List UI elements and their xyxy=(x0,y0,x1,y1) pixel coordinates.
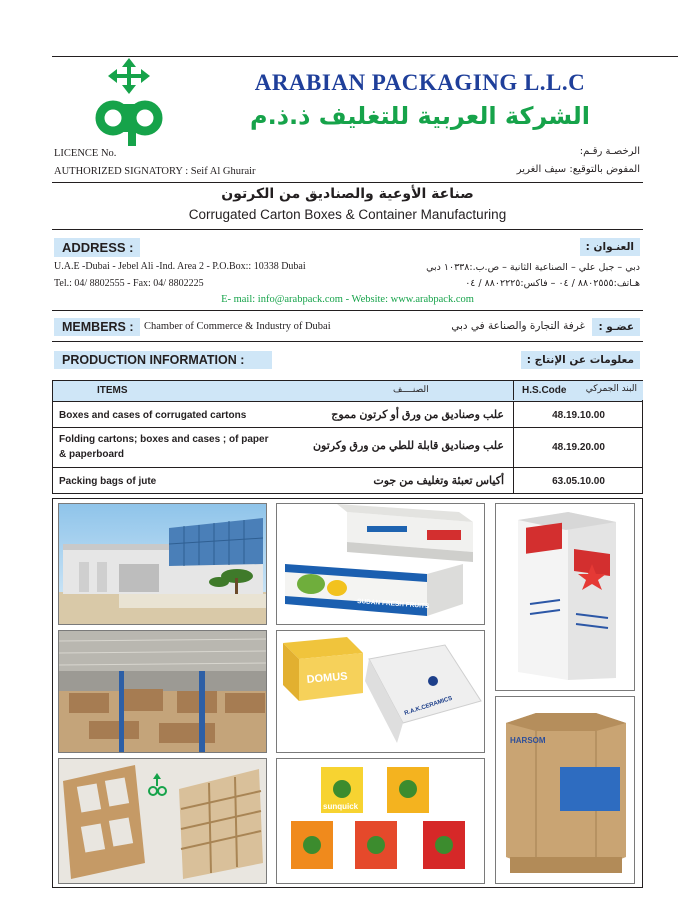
company-name-ar: الشركة العربية للتغليف ذ.ذ.م xyxy=(249,102,591,130)
hscode-header xyxy=(513,381,643,400)
address-line1-ar: دبي – جبل علي – الصناعية الثانية – ص.ب.:١٠٣٣٨ دبي xyxy=(426,262,640,273)
licence-label-en: LICENCE No. xyxy=(54,148,117,159)
pallet-dividers-photo xyxy=(58,758,267,884)
activity-en: Corrugated Carton Boxes & Container Manufacturing xyxy=(188,207,507,222)
address-line2-en: Tel.: 04/ 8802555 - Fax: 04/ 8802225 xyxy=(54,278,204,289)
hscode-header-ar: البند الجمركي xyxy=(585,384,637,394)
items-header: ITEMS xyxy=(97,385,128,396)
members-value-en: Chamber of Commerce & Industry of Dubai xyxy=(144,321,331,332)
row-hscode: 48.19.20.00 xyxy=(513,428,643,467)
production-table xyxy=(52,380,643,494)
top-rule xyxy=(52,56,678,57)
tall-carton-photo xyxy=(495,503,635,691)
licence-label-ar: الرخصـة رقـم: xyxy=(579,146,640,157)
production-label-ar: معلومات عن الإنتاج : xyxy=(521,351,640,369)
row-item-ar: علب وصناديق قابلة للطي من ورق وكرتون xyxy=(312,440,504,452)
signatory-en: AUTHORIZED SIGNATORY : Seif Al Ghurair xyxy=(54,166,256,177)
factory-building-photo xyxy=(58,503,267,625)
company-logo xyxy=(86,58,172,146)
row-item-ar: أكياس تعبئة وتغليف من جوت xyxy=(373,475,504,487)
address-line1-en: U.A.E -Dubai - Jebel Ali -Ind. Area 2 - P.O.Box:: 10338 Dubai xyxy=(54,261,306,272)
hscode-header-en: H.S.Code xyxy=(522,385,567,396)
printed-boxes-photo xyxy=(276,503,485,625)
contact-web-link[interactable]: E- mail: info@arabpack.com - Website: www.arabpack.com xyxy=(221,294,474,305)
ceramics-box-brand: R.A.K.CERAMICS xyxy=(403,695,454,717)
harsom-box-brand: HARSOM xyxy=(510,736,546,745)
sunquick-boxes-photo xyxy=(276,758,485,884)
members-label: MEMBERS : xyxy=(54,318,140,336)
diecut-boxes-photo xyxy=(276,630,485,753)
row-hscode: 48.19.10.00 xyxy=(513,402,643,427)
table-row xyxy=(53,467,642,493)
activity-rule xyxy=(52,229,643,230)
octabin-photo xyxy=(495,696,635,884)
warehouse-photo xyxy=(58,630,267,753)
members-rule xyxy=(52,341,643,342)
domus-box-brand: DOMUS xyxy=(306,670,349,686)
sunquick-brand: sunquick xyxy=(323,802,359,811)
logo-arrows-icon xyxy=(86,58,172,146)
signatory-ar: المفوض بالتوقيع: سيف الغرير xyxy=(516,164,640,175)
fruit-box-brand: SUDAN FRESH FRUITS xyxy=(356,598,430,611)
members-value-ar: غرفة التجارة والصناعة في دبي xyxy=(451,320,585,332)
activity-ar: صناعة الأوعية والصناديق من الكرتون xyxy=(221,186,474,202)
row-item-en: Packing bags of jute xyxy=(59,476,157,487)
address-rule xyxy=(52,310,643,311)
company-name-en: ARABIAN PACKAGING L.L.C xyxy=(254,70,586,95)
members-label-ar: عضـو : xyxy=(592,318,640,336)
address-label-ar: العنـوان : xyxy=(580,238,640,256)
licence-rule xyxy=(52,182,643,183)
table-header-row xyxy=(53,381,642,401)
row-item-en: Folding cartons; boxes and cases ; of paper & paperboard xyxy=(59,434,269,460)
items-header-ar: الصنــــف xyxy=(393,384,429,394)
table-row xyxy=(53,427,642,467)
address-line2-ar: هـاتف:٨٨٠٢٥٥٥ / ٠٤ – فاكس:٨٨٠٢٢٢٥ / ٠٤ xyxy=(465,278,640,289)
address-label: ADDRESS : xyxy=(54,238,140,257)
production-label: PRODUCTION INFORMATION : xyxy=(54,351,272,369)
row-item-en: Boxes and cases of corrugated cartons xyxy=(59,410,247,421)
row-hscode: 63.05.10.00 xyxy=(513,468,643,493)
row-item-ar: علب وصناديق من ورق أو كرتون مموج xyxy=(331,409,504,421)
table-row xyxy=(53,401,642,427)
